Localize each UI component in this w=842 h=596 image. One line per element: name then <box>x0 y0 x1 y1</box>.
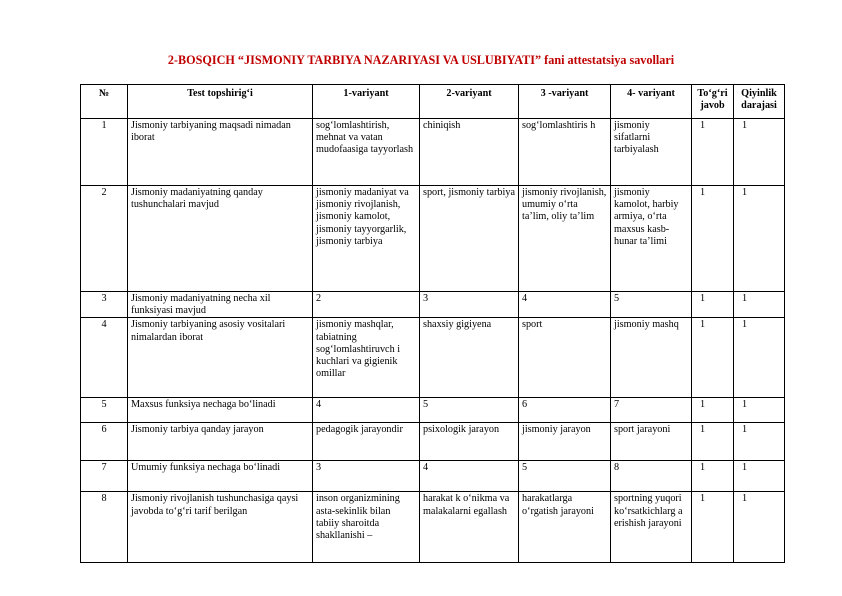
question-text: Jismoniy rivojlanish tushunchasiga qaysi javobda to‘g‘ri tarif berilgan <box>128 492 313 563</box>
question-text: Jismoniy tarbiyaning maqsadi nimadan iborat <box>128 119 313 186</box>
table-row <box>81 186 785 292</box>
variant-2: chiniqish <box>420 119 519 186</box>
variant-3: 6 <box>519 398 611 423</box>
correct-answer: 1 <box>692 292 734 318</box>
variant-2: sport, jismoniy tarbiya <box>420 186 519 292</box>
correct-answer: 1 <box>692 423 734 461</box>
variant-3: jismoniy jarayon <box>519 423 611 461</box>
row-number: 1 <box>81 119 128 186</box>
variant-2: shaxsiy gigiyena <box>420 318 519 398</box>
header-correct-answer: To‘g‘ri javob <box>692 85 734 119</box>
variant-4: 7 <box>611 398 692 423</box>
row-number: 4 <box>81 318 128 398</box>
correct-answer: 1 <box>692 318 734 398</box>
variant-3: 5 <box>519 461 611 492</box>
variant-3: harakatlarga o‘rgatish jarayoni <box>519 492 611 563</box>
variant-1: 2 <box>313 292 420 318</box>
difficulty-level: 1 <box>734 318 785 398</box>
header-question: Test topshirig‘i <box>128 85 313 119</box>
table-row <box>81 292 785 318</box>
difficulty-level: 1 <box>734 292 785 318</box>
header-row <box>81 85 785 119</box>
question-text: Jismoniy madaniyatning qanday tushunchalari mavjud <box>128 186 313 292</box>
variant-4: 5 <box>611 292 692 318</box>
test-questions-table <box>80 84 785 563</box>
variant-2: harakat k o‘nikma va malakalarni egallash <box>420 492 519 563</box>
variant-1: 3 <box>313 461 420 492</box>
table-row <box>81 492 785 563</box>
table-row <box>81 423 785 461</box>
row-number: 3 <box>81 292 128 318</box>
question-text: Jismoniy madaniyatning necha xil funksiyasi mavjud <box>128 292 313 318</box>
difficulty-level: 1 <box>734 423 785 461</box>
header-variant-3: 3 -variyant <box>519 85 611 119</box>
question-text: Jismoniy tarbiyaning asosiy vositalari nimalardan iborat <box>128 318 313 398</box>
variant-4: sport jarayoni <box>611 423 692 461</box>
variant-3: 4 <box>519 292 611 318</box>
difficulty-level: 1 <box>734 186 785 292</box>
question-text: Umumiy funksiya nechaga bo‘linadi <box>128 461 313 492</box>
header-variant-4: 4- variyant <box>611 85 692 119</box>
correct-answer: 1 <box>692 461 734 492</box>
variant-1: jismoniy mashqlar, tabiatning sog‘lomlashtiruvch i kuchlari va gigienik omillar <box>313 318 420 398</box>
variant-4: jismoniy kamolot, harbiy armiya, o‘rta maxsus kasb-hunar ta’limi <box>611 186 692 292</box>
question-text: Jismoniy tarbiya qanday jarayon <box>128 423 313 461</box>
variant-4: jismoniy sifatlarni tarbiyalash <box>611 119 692 186</box>
header-difficulty: Qiyinlik darajasi <box>734 85 785 119</box>
correct-answer: 1 <box>692 398 734 423</box>
table-row <box>81 318 785 398</box>
header-number: № <box>81 85 128 119</box>
variant-3: sog‘lomlashtiris h <box>519 119 611 186</box>
header-variant-1: 1-variyant <box>313 85 420 119</box>
header-variant-2: 2-variyant <box>420 85 519 119</box>
row-number: 8 <box>81 492 128 563</box>
row-number: 6 <box>81 423 128 461</box>
row-number: 7 <box>81 461 128 492</box>
table-row <box>81 119 785 186</box>
variant-2: psixologik jarayon <box>420 423 519 461</box>
correct-answer: 1 <box>692 492 734 563</box>
difficulty-level: 1 <box>734 492 785 563</box>
variant-2: 4 <box>420 461 519 492</box>
table-row <box>81 461 785 492</box>
variant-4: jismoniy mashq <box>611 318 692 398</box>
question-text: Maxsus funksiya nechaga bo‘linadi <box>128 398 313 423</box>
document-title: 2-BOSQICH “JISMONIY TARBIYA NAZARIYASI VA USLUBIYATI” fani attestatsiya savollari <box>167 53 675 67</box>
row-number: 2 <box>81 186 128 292</box>
variant-1: pedagogik jarayondir <box>313 423 420 461</box>
variant-1: jismoniy madaniyat va jismoniy rivojlanish, jismoniy kamolot, jismoniy tayyorgarlik, jismoniy tarbiya <box>313 186 420 292</box>
variant-1: 4 <box>313 398 420 423</box>
difficulty-level: 1 <box>734 119 785 186</box>
variant-4: 8 <box>611 461 692 492</box>
variant-2: 3 <box>420 292 519 318</box>
variant-3: sport <box>519 318 611 398</box>
difficulty-level: 1 <box>734 461 785 492</box>
variant-2: 5 <box>420 398 519 423</box>
variant-1: sog‘lomlashtirish, mehnat va vatan mudofaasiga tayyorlash <box>313 119 420 186</box>
correct-answer: 1 <box>692 119 734 186</box>
correct-answer: 1 <box>692 186 734 292</box>
row-number: 5 <box>81 398 128 423</box>
table-row <box>81 398 785 423</box>
variant-1: inson organizmining asta-sekinlik bilan tabiiy sharoitda shakllanishi – <box>313 492 420 563</box>
variant-3: jismoniy rivojlanish, umumiy o‘rta ta’lim, oliy ta’lim <box>519 186 611 292</box>
difficulty-level: 1 <box>734 398 785 423</box>
variant-4: sportning yuqori ko‘rsatkichlarg a erishish jarayoni <box>611 492 692 563</box>
